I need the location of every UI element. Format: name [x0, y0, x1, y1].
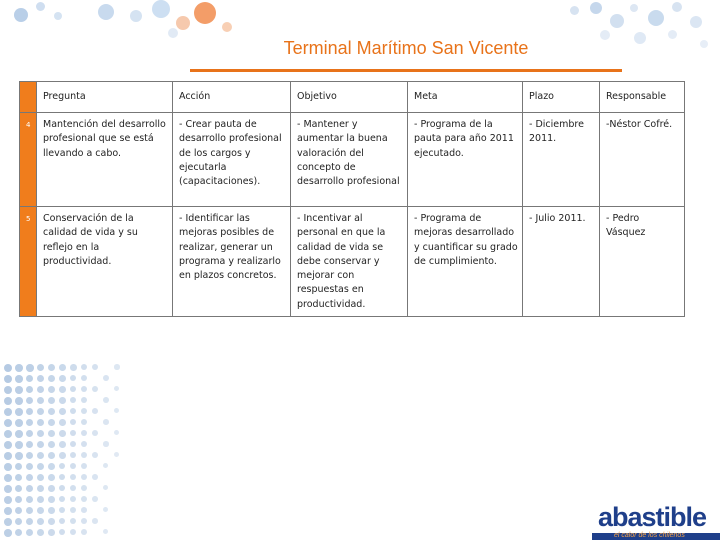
decorative-dot: [26, 386, 33, 393]
decorative-dot: [48, 441, 55, 448]
decorative-dot: [4, 463, 12, 471]
decorative-dot: [48, 518, 55, 525]
table-header-row: [20, 82, 685, 113]
decorative-dot: [59, 408, 66, 415]
decorative-dot: [4, 474, 12, 482]
decorative-dot: [81, 529, 87, 535]
decorative-dot: [103, 463, 108, 468]
decorative-dot: [48, 386, 55, 393]
decorative-dot: [59, 474, 65, 480]
decorative-dot: [70, 518, 76, 524]
decorative-dot: [37, 364, 44, 371]
decorative-dot: [26, 408, 33, 415]
decorative-dot: [114, 430, 119, 435]
decorative-dot: [92, 496, 98, 502]
header-pregunta: Pregunta: [37, 82, 173, 113]
decorative-dot: [4, 507, 12, 515]
cell-plazo: - Julio 2011.: [523, 207, 600, 317]
decorative-dot: [59, 397, 66, 404]
logo-wordmark: abastible: [597, 502, 707, 532]
decorative-dot: [48, 474, 55, 481]
cell-objetivo: - Mantener y aumentar la buena valoración del concepto de desarrollo profesional: [291, 113, 408, 207]
decorative-dot: [70, 496, 76, 502]
cell-accion: - Crear pauta de desarrollo profesional de los cargos y ejecutarla (capacitaciones).: [173, 113, 291, 207]
cell-responsable: -Néstor Cofré.: [600, 113, 685, 207]
decorative-dot: [59, 430, 66, 437]
decorative-dot: [15, 518, 22, 525]
decorative-dot: [15, 375, 23, 383]
decorative-dot: [81, 430, 87, 436]
decorative-dot: [4, 485, 12, 493]
decorative-dot: [4, 430, 12, 438]
decorative-dot: [4, 375, 12, 383]
decorative-dot: [4, 419, 12, 427]
decorative-dot: [70, 408, 76, 414]
decorative-dot: [15, 397, 23, 405]
decorative-dot: [70, 419, 76, 425]
decorative-dot: [37, 408, 44, 415]
decorative-dot: [59, 452, 66, 459]
decorative-dot: [4, 364, 12, 372]
decorative-dot: [37, 496, 44, 503]
decorative-dot: [114, 386, 119, 391]
decorative-dot: [26, 518, 33, 525]
decorative-dot: [59, 386, 66, 393]
decorative-dot: [103, 485, 108, 490]
decorative-dot: [37, 452, 44, 459]
decorative-dot: [59, 375, 66, 382]
row-number: 5: [20, 207, 37, 317]
decorative-dot: [48, 529, 55, 536]
decorative-dot: [59, 518, 65, 524]
decorative-dot: [37, 419, 44, 426]
decorative-dot: [15, 430, 23, 438]
decorative-dot: [26, 419, 33, 426]
decorative-dot: [37, 507, 44, 514]
decorative-dot: [92, 430, 98, 436]
decorative-dot: [48, 419, 55, 426]
decorative-dot: [103, 375, 109, 381]
decorative-dot: [59, 507, 65, 513]
decorative-dot: [15, 463, 22, 470]
decorative-dot: [48, 485, 55, 492]
abastible-logo: [592, 502, 712, 540]
decorative-dot: [15, 441, 23, 449]
decorative-dot: [114, 364, 120, 370]
decorative-dot: [81, 408, 87, 414]
decorative-dot: [81, 507, 87, 513]
decorative-dot: [103, 419, 109, 425]
decorative-dot: [26, 397, 33, 404]
decorative-dot: [70, 386, 76, 392]
decorative-dot: [70, 397, 76, 403]
decorative-dot: [26, 507, 33, 514]
decorative-dot: [103, 507, 108, 512]
header-responsable: Responsable: [600, 82, 685, 113]
decorative-dot: [81, 419, 87, 425]
decorative-dot: [103, 441, 109, 447]
decorative-dot: [48, 452, 55, 459]
header-meta: Meta: [408, 82, 523, 113]
decorative-dot: [4, 452, 12, 460]
decorative-dot: [48, 430, 55, 437]
decorative-dot: [92, 364, 98, 370]
decorative-dot: [59, 463, 65, 469]
decorative-dot: [15, 408, 23, 416]
decorative-dot: [26, 375, 33, 382]
decorative-dot: [59, 419, 66, 426]
decorative-dot: [114, 408, 119, 413]
decorative-dot: [81, 364, 87, 370]
decorative-dot: [81, 518, 87, 524]
decorative-dot: [15, 529, 22, 536]
decorative-dot: [81, 375, 87, 381]
decorative-dot: [92, 474, 98, 480]
cell-pregunta: Conservación de la calidad de vida y su reflejo en la productividad.: [37, 207, 173, 317]
decorative-dot: [81, 397, 87, 403]
decorative-dot: [81, 452, 87, 458]
decorative-dot: [70, 474, 76, 480]
cell-pregunta: Mantención del desarrollo profesional que se está llevando a cabo.: [37, 113, 173, 207]
decorative-dot: [70, 529, 76, 535]
decorative-dot: [26, 452, 33, 459]
decorative-dot: [4, 397, 12, 405]
decorative-dot: [70, 463, 76, 469]
decorative-dot: [26, 496, 33, 503]
decorative-dot: [48, 397, 55, 404]
decorative-dot: [4, 529, 12, 537]
cell-meta: - Programa de la pauta para año 2011 ejecutado.: [408, 113, 523, 207]
decorative-dot: [70, 441, 76, 447]
decorative-dot: [70, 364, 77, 371]
decorative-dot: [92, 408, 98, 414]
decorative-dot: [70, 375, 76, 381]
header-number-cell: [20, 82, 37, 113]
decorative-dot: [26, 485, 33, 492]
cell-meta: - Programa de mejoras desarrollado y cuantificar su grado de cumplimiento.: [408, 207, 523, 317]
decorative-dot: [15, 485, 22, 492]
decorative-dot: [37, 430, 44, 437]
row-number: 4: [20, 113, 37, 207]
decorative-dot: [70, 430, 76, 436]
decorative-dot: [4, 518, 12, 526]
decorative-dot: [114, 452, 119, 457]
decorative-dot: [4, 386, 12, 394]
decorative-dot: [81, 386, 87, 392]
decorative-dot: [15, 507, 22, 514]
decorative-dot: [37, 397, 44, 404]
decorative-dot: [26, 430, 33, 437]
decorative-dot: [70, 485, 76, 491]
decorative-dot: [26, 364, 34, 372]
decorative-dot: [59, 441, 66, 448]
cell-plazo: - Diciembre 2011.: [523, 113, 600, 207]
cell-accion: - Identificar las mejoras posibles de realizar, generar un programa y realizarlo en plazos concretos.: [173, 207, 291, 317]
decorative-dot: [59, 529, 65, 535]
cell-responsable: - Pedro Vásquez: [600, 207, 685, 317]
logo-tagline: el calor de los chilenos: [614, 532, 685, 539]
decorative-dot-grid: [0, 360, 150, 540]
decorative-dot: [15, 496, 22, 503]
decorative-dot: [48, 375, 55, 382]
decorative-dot: [15, 452, 23, 460]
decorative-dot: [59, 485, 65, 491]
decorative-dot: [92, 452, 98, 458]
decorative-dot: [15, 419, 23, 427]
decorative-dot: [81, 485, 87, 491]
page-title: Terminal Marítimo San Vicente: [283, 38, 529, 58]
decorative-dot: [26, 529, 33, 536]
decorative-dot: [103, 529, 108, 534]
table-row: [20, 113, 685, 207]
decorative-dot: [4, 408, 12, 416]
decorative-dot: [26, 441, 33, 448]
decorative-dot: [92, 386, 98, 392]
decorative-dot: [103, 397, 109, 403]
decorative-dot: [81, 441, 87, 447]
decorative-dot: [37, 529, 44, 536]
decorative-dot: [37, 518, 44, 525]
decorative-dot: [37, 386, 44, 393]
decorative-dot: [26, 474, 33, 481]
decorative-dot: [15, 364, 23, 372]
table-row: [20, 207, 685, 317]
header-objetivo: Objetivo: [291, 82, 408, 113]
decorative-dot: [59, 364, 66, 371]
decorative-dots-top-right: [560, 0, 720, 70]
decorative-dot: [37, 485, 44, 492]
decorative-dot: [48, 364, 55, 371]
decorative-dot: [70, 507, 76, 513]
decorative-dot: [81, 496, 87, 502]
decorative-dot: [48, 496, 55, 503]
decorative-dot: [70, 452, 76, 458]
decorative-dot: [15, 386, 23, 394]
decorative-dot: [48, 463, 55, 470]
decorative-dot: [48, 408, 55, 415]
title-underline: [190, 69, 622, 72]
decorative-dot: [92, 518, 98, 524]
decorative-dot: [81, 474, 87, 480]
decorative-dot: [37, 441, 44, 448]
cell-objetivo: - Incentivar al personal en que la calidad de vida se debe conservar y mejorar con respuestas en productividad.: [291, 207, 408, 317]
decorative-dot: [37, 463, 44, 470]
decorative-dot: [37, 474, 44, 481]
decorative-dot: [81, 463, 87, 469]
decorative-dot: [59, 496, 65, 502]
decorative-dot: [48, 507, 55, 514]
decorative-dot: [26, 463, 33, 470]
header-accion: Acción: [173, 82, 291, 113]
header-plazo: Plazo: [523, 82, 600, 113]
decorative-dot: [4, 441, 12, 449]
decorative-dot: [15, 474, 22, 481]
decorative-dot: [4, 496, 12, 504]
decorative-dot: [37, 375, 44, 382]
action-plan-table: [19, 81, 685, 317]
